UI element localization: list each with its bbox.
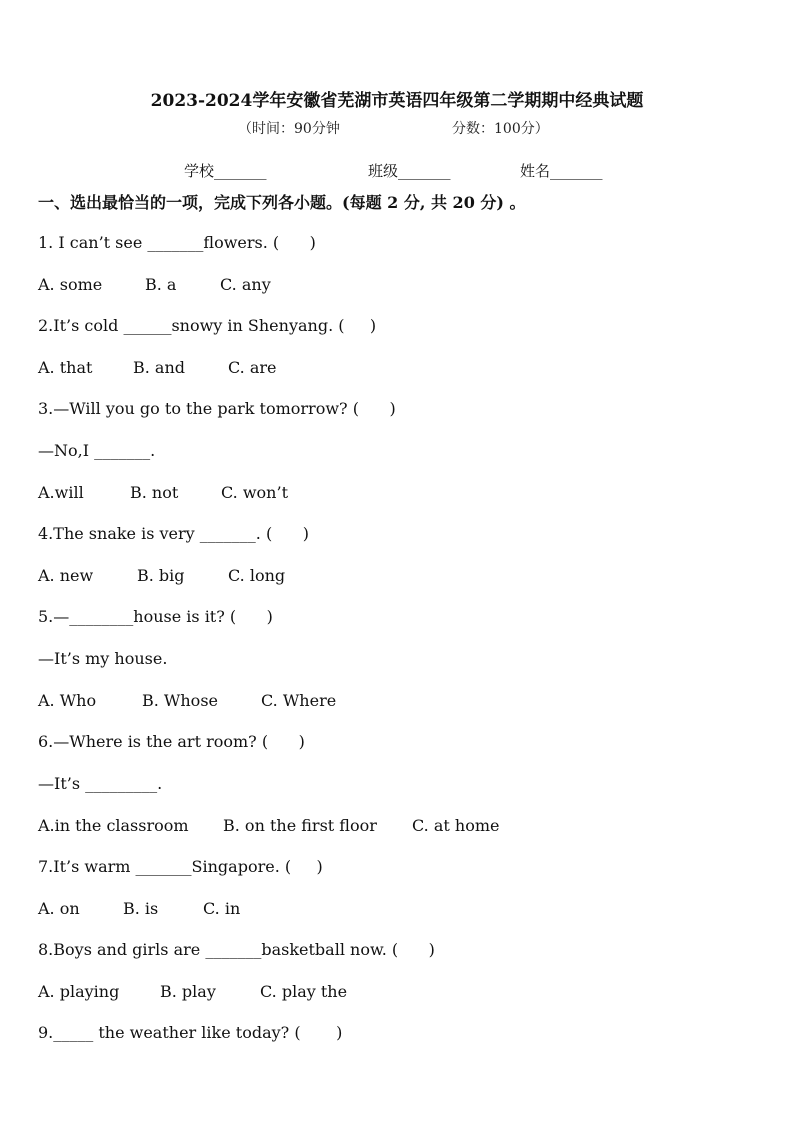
question-3-option-c: C. won’t xyxy=(221,483,288,502)
question-7-option-b: B. is xyxy=(123,899,159,918)
school-field: 学校_______ xyxy=(184,162,267,180)
question-1-stem: 1. I can’t see _______flowers. ( ) xyxy=(38,233,316,252)
question-8-stem: 8.Boys and girls are _______basketball now. ( ) xyxy=(38,940,435,959)
question-6-option-c: C. at home xyxy=(412,816,500,835)
question-2-stem: 2.It’s cold ______snowy in Shenyang. ( ) xyxy=(38,316,377,335)
question-6-option-a: A.in the classroom xyxy=(38,816,189,835)
question-1-option-a: A. some xyxy=(38,275,103,294)
class-field: 班级_______ xyxy=(368,162,451,180)
question-3-option-a: A.will xyxy=(38,483,84,502)
question-3-stem: 3.—Will you go to the park tomorrow? ( ) xyxy=(38,399,396,418)
question-2-option-b: B. and xyxy=(133,358,186,377)
question-4-option-b: B. big xyxy=(137,566,185,585)
question-5-option-c: C. Where xyxy=(261,691,337,710)
question-8-option-c: C. play the xyxy=(260,982,348,1001)
question-6-stem: 6.—Where is the art room? ( ) xyxy=(38,732,305,751)
question-7-option-a: A. on xyxy=(38,899,80,918)
question-8-option-b: B. play xyxy=(160,982,216,1001)
question-5-option-b: B. Whose xyxy=(142,691,218,710)
question-1-option-b: B. a xyxy=(145,275,177,294)
exam-score: 分数：100分） xyxy=(452,121,549,137)
question-3-answer-line: —No,I _______. xyxy=(38,441,156,460)
question-2-option-a: A. that xyxy=(38,358,93,377)
question-8-option-a: A. playing xyxy=(38,982,120,1001)
question-7-stem: 7.It’s warm _______Singapore. ( ) xyxy=(38,857,323,876)
question-5-answer-line: —It’s my house. xyxy=(38,649,168,668)
question-6-option-b: B. on the first floor xyxy=(223,816,377,835)
question-7-option-c: C. in xyxy=(203,899,241,918)
question-5-option-a: A. Who xyxy=(38,691,97,710)
question-4-option-a: A. new xyxy=(38,566,94,585)
question-4-option-c: C. long xyxy=(228,566,286,585)
exam-title: 2023-2024学年安徽省芜湖市英语四年级第二学期期中经典试题 xyxy=(150,91,644,111)
section-heading: 一、选出最恰当的一项，完成下列各小题。(每题 2 分, 共 20 分) 。 xyxy=(38,193,526,212)
name-field: 姓名_______ xyxy=(520,162,603,180)
question-4-stem: 4.The snake is very _______. ( ) xyxy=(38,524,309,543)
question-5-stem: 5.—________house is it? ( ) xyxy=(38,607,273,626)
question-9-stem: 9._____ the weather like today? ( ) xyxy=(38,1023,343,1042)
question-6-answer-line: —It’s _________. xyxy=(38,774,163,793)
question-1-option-c: C. any xyxy=(220,275,271,294)
question-3-option-b: B. not xyxy=(130,483,179,502)
exam-time: （时间：90分钟 xyxy=(238,121,340,137)
question-2-option-c: C. are xyxy=(228,358,277,377)
